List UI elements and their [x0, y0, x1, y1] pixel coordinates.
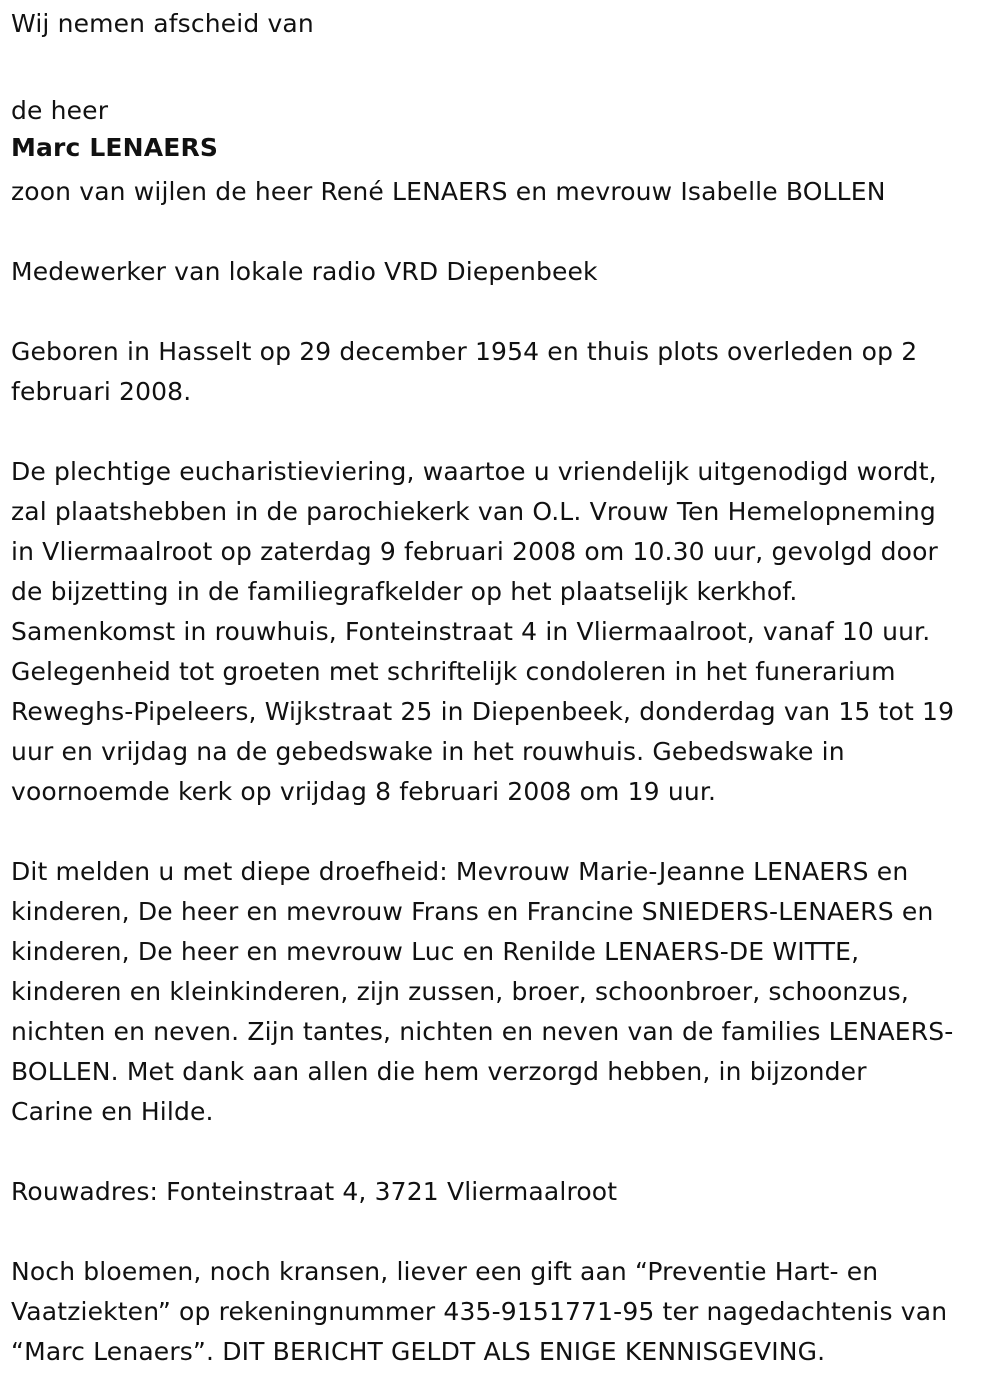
- obituary-notice: [11, 4, 993, 1372]
- spacer: [11, 212, 993, 252]
- text-line: de bijzetting in de familiegrafkelder op het plaatselijk kerkhof.: [11, 577, 798, 606]
- text-line: februari 2008.: [11, 377, 192, 406]
- text-line: Reweghs-Pipeleers, Wijkstraat 25 in Diepenbeek, donderdag van 15 tot 19: [11, 697, 955, 726]
- text-line: Carine en Hilde.: [11, 1097, 214, 1126]
- text-line: BOLLEN. Met dank aan allen die hem verzorgd hebben, in bijzonder: [11, 1057, 867, 1086]
- text-line: “Marc Lenaers”. DIT BERICHT GELDT ALS ENIGE KENNISGEVING.: [11, 1337, 826, 1366]
- spacer: [11, 412, 993, 452]
- spacer: [11, 812, 993, 852]
- closing-paragraph: [11, 1252, 993, 1372]
- occupation-line: Medewerker van lokale radio VRD Diepenbeek: [11, 257, 598, 286]
- text-line: Geboren in Hasselt op 29 december 1954 en thuis plots overleden op 2: [11, 337, 918, 366]
- mourners-paragraph: [11, 852, 993, 1132]
- parents-line: zoon van wijlen de heer René LENAERS en mevrouw Isabelle BOLLEN: [11, 177, 886, 206]
- spacer: [11, 44, 993, 84]
- text-line: zal plaatshebben in de parochiekerk van O.L. Vrouw Ten Hemelopneming: [11, 497, 936, 526]
- text-line: kinderen en kleinkinderen, zijn zussen, broer, schoonbroer, schoonzus,: [11, 977, 909, 1006]
- text-line: De plechtige eucharistieviering, waartoe u vriendelijk uitgenodigd wordt,: [11, 457, 937, 486]
- text-line: Vaatziekten” op rekeningnummer 435-9151771-95 ter nagedachtenis van: [11, 1297, 948, 1326]
- intro-line: Wij nemen afscheid van: [11, 9, 314, 38]
- deceased-name: Marc LENAERS: [11, 133, 219, 162]
- title-line: de heer: [11, 96, 109, 125]
- birth-death-paragraph: [11, 332, 993, 412]
- text-line: kinderen, De heer en mevrouw Luc en Renilde LENAERS-DE WITTE,: [11, 937, 860, 966]
- address-line: Rouwadres: Fonteinstraat 4, 3721 Vliermaalroot: [11, 1177, 618, 1206]
- text-line: Noch bloemen, noch kransen, liever een gift aan “Preventie Hart- en: [11, 1257, 879, 1286]
- spacer: [11, 1212, 993, 1252]
- text-line: kinderen, De heer en mevrouw Frans en Francine SNIEDERS-LENAERS en: [11, 897, 934, 926]
- text-line: nichten en neven. Zijn tantes, nichten en neven van de families LENAERS-: [11, 1017, 954, 1046]
- text-line: uur en vrijdag na de gebedswake in het rouwhuis. Gebedswake in: [11, 737, 845, 766]
- text-line: in Vliermaalroot op zaterdag 9 februari 2008 om 10.30 uur, gevolgd door: [11, 537, 938, 566]
- text-line: voornoemde kerk op vrijdag 8 februari 2008 om 19 uur.: [11, 777, 717, 806]
- text-line: Dit melden u met diepe droefheid: Mevrouw Marie-Jeanne LENAERS en: [11, 857, 909, 886]
- text-line: Samenkomst in rouwhuis, Fonteinstraat 4 in Vliermaalroot, vanaf 10 uur.: [11, 617, 931, 646]
- spacer: [11, 292, 993, 332]
- ceremony-paragraph: [11, 452, 993, 812]
- text-line: Gelegenheid tot groeten met schriftelijk condoleren in het funerarium: [11, 657, 896, 686]
- spacer: [11, 1132, 993, 1172]
